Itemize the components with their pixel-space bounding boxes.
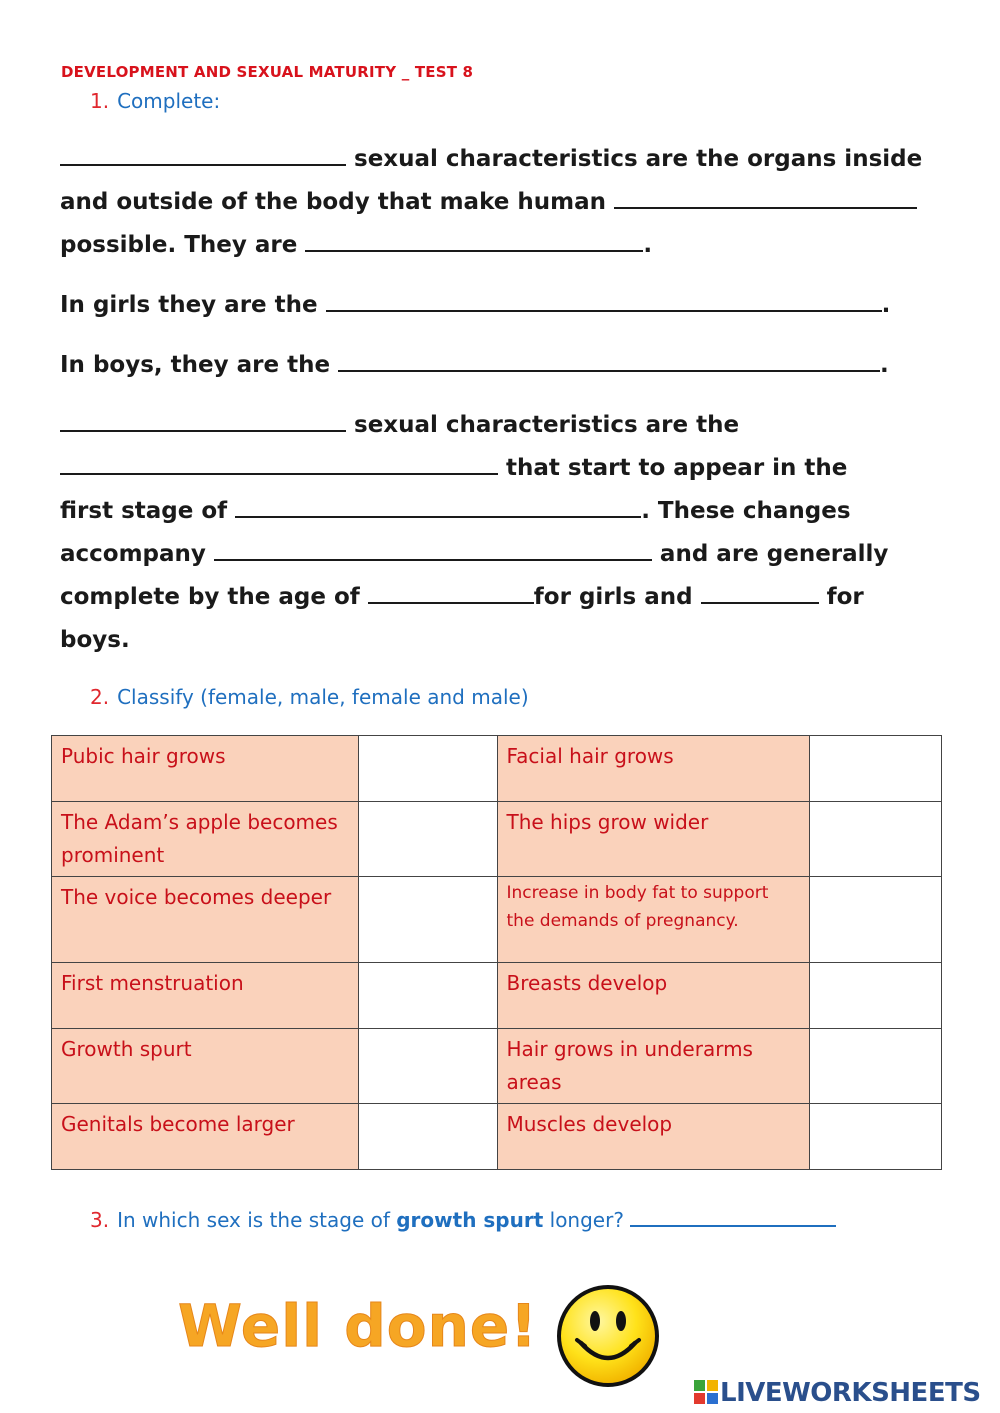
smiley-face-icon [555, 1283, 661, 1389]
answer-cell[interactable] [358, 736, 497, 802]
statement-cell: Growth spurt [52, 1029, 359, 1104]
blank-boys-organs[interactable] [338, 344, 880, 372]
question-3-text: longer? [543, 1208, 631, 1232]
table-row [52, 877, 942, 963]
statement-cell: The Adam’s apple becomes prominent [52, 802, 359, 877]
q1-text: . These changes [641, 498, 851, 524]
question-2-label: Classify (female, male, female and male) [117, 685, 529, 709]
blank-accompany[interactable] [214, 533, 652, 561]
answer-cell[interactable] [810, 963, 942, 1029]
q1-text: sexual characteristics are the [346, 412, 740, 438]
worksheet-title: DEVELOPMENT AND SEXUAL MATURITY _ TEST 8 [61, 63, 474, 81]
blank-secondary-type[interactable] [60, 404, 346, 432]
q1-text: boys. [60, 627, 130, 653]
well-done-text: Well done! [178, 1292, 538, 1360]
q1-text: . [881, 292, 891, 318]
q1-text: first stage of [60, 498, 236, 524]
blank-human-function[interactable] [614, 181, 917, 209]
question-3-bold: growth spurt [396, 1208, 544, 1232]
question-3-number: 3. [90, 1208, 110, 1232]
answer-cell[interactable] [358, 1104, 497, 1170]
question-2-heading [90, 685, 529, 709]
q1-text: complete by the age of [60, 584, 368, 610]
q1-text: accompany [60, 541, 214, 567]
blank-they-are[interactable] [305, 224, 643, 252]
question-1-label: Complete: [117, 89, 221, 113]
q1-text: for [818, 584, 864, 610]
q1-text: for girls and [533, 584, 701, 610]
statement-cell: Pubic hair grows [52, 736, 359, 802]
statement-cell: Muscles develop [497, 1104, 810, 1170]
q1-text: and outside of the body that make human [60, 189, 614, 215]
q1-boys-line [60, 344, 950, 387]
statement-cell: First menstruation [52, 963, 359, 1029]
q1-girls-line [60, 284, 950, 327]
classify-table [51, 735, 942, 1170]
blank-age-girls[interactable] [368, 576, 534, 604]
blank-first-stage[interactable] [235, 490, 641, 518]
statement-cell: The hips grow wider [497, 802, 810, 877]
blank-girls-organs[interactable] [326, 284, 882, 312]
table-row [52, 963, 942, 1029]
answer-cell[interactable] [358, 963, 497, 1029]
statement-cell: Breasts develop [497, 963, 810, 1029]
blank-age-boys[interactable] [701, 576, 819, 604]
answer-cell[interactable] [358, 802, 497, 877]
statement-cell: Genitals become larger [52, 1104, 359, 1170]
answer-cell[interactable] [358, 1029, 497, 1104]
q1-text: and are generally [651, 541, 889, 567]
table-row [52, 736, 942, 802]
liveworksheets-logo [694, 1378, 981, 1408]
blank-changes[interactable] [60, 447, 498, 475]
logo-mark-icon [694, 1380, 718, 1404]
q1-text: that start to appear in the [498, 455, 848, 481]
q1-text: . [643, 232, 653, 258]
logo-text: LIVEWORKSHEETS [720, 1378, 981, 1408]
statement-cell: Hair grows in underarms areas [497, 1029, 810, 1104]
question-2-number: 2. [90, 685, 110, 709]
table-row [52, 1104, 942, 1170]
blank-growth-spurt-answer[interactable] [630, 1207, 836, 1227]
q1-text: sexual characteristics are the organs inside [346, 146, 923, 172]
question-3-text: In which sex is the stage of [117, 1208, 397, 1232]
answer-cell[interactable] [810, 1029, 942, 1104]
question-1-number: 1. [90, 89, 110, 113]
answer-cell[interactable] [358, 877, 497, 963]
answer-cell[interactable] [810, 736, 942, 802]
statement-cell: Facial hair grows [497, 736, 810, 802]
q1-text: In boys, they are the [60, 352, 339, 378]
q1-paragraph-primary [60, 138, 950, 267]
table-row [52, 802, 942, 877]
question-1-heading [90, 89, 220, 113]
q1-paragraph-secondary [60, 404, 950, 662]
q1-text: . [880, 352, 889, 378]
answer-cell[interactable] [810, 877, 942, 963]
statement-cell: Increase in body fat to support the demands of pregnancy. [497, 877, 810, 963]
statement-cell: The voice becomes deeper [52, 877, 359, 963]
answer-cell[interactable] [810, 802, 942, 877]
q1-text: possible. They are [60, 232, 306, 258]
q1-text: In girls they are the [60, 292, 326, 318]
question-3 [90, 1207, 836, 1232]
answer-cell[interactable] [810, 1104, 942, 1170]
table-row [52, 1029, 942, 1104]
blank-primary-type[interactable] [60, 138, 346, 166]
